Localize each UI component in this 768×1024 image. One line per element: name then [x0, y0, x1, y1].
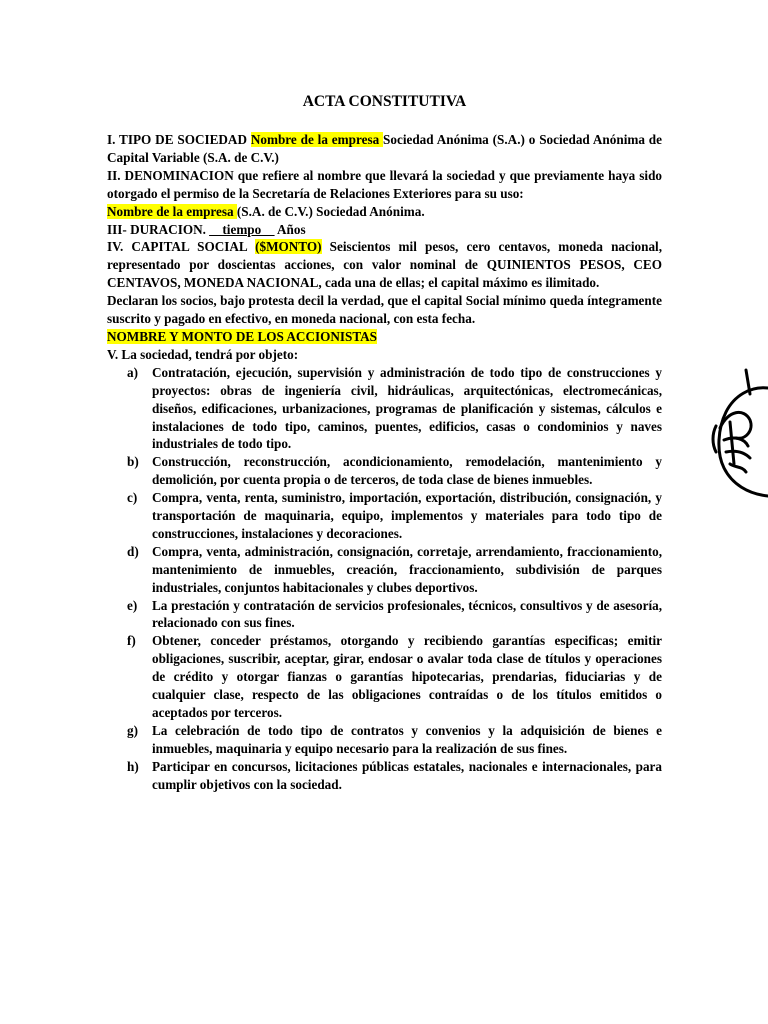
- section-2-name: [107, 203, 662, 221]
- document-body: [107, 131, 662, 794]
- section-2: II. DENOMINACION que refiere al nombre que llevará la sociedad y que previamente haya sido otorgado el permiso de la Secretaría de Relaciones Exteriores para su uso:: [107, 167, 662, 201]
- section-1-text: Sociedad Anónima (S.A.) o Sociedad Anónima de Capital Variable (S.A. de C.V.): [107, 132, 662, 165]
- list-marker: f): [127, 633, 136, 649]
- section-3-label: III- DURACION.: [107, 221, 210, 237]
- list-marker: e): [127, 597, 138, 613]
- section-3: [107, 221, 662, 239]
- list-item: [107, 722, 662, 758]
- signature-scribble: [690, 368, 768, 510]
- section-4-label: IV. CAPITAL SOCIAL: [107, 239, 256, 255]
- list-item: [107, 543, 662, 597]
- amount-placeholder: ($MONTO): [255, 239, 322, 255]
- list-marker: c): [127, 490, 138, 506]
- list-item-text: Participar en concursos, licitaciones públicas estatales, nacionales e internacionales, para cumplir objetivos con la sociedad.: [152, 758, 662, 792]
- section-4-text: Seiscientos mil pesos, cero centavos, moneda nacional, representado por doscientas acciones, con valor nominal de QUINIENTOS PESOS, CEO CENTAVOS, MONEDA NACIONAL, cada una de ellas; el capital máximo es ilimitado.: [107, 239, 662, 291]
- list-item: [107, 632, 662, 722]
- list-marker: b): [127, 454, 139, 470]
- list-marker: d): [127, 543, 139, 559]
- section-1-label: I. TIPO DE SOCIEDAD: [107, 132, 251, 147]
- list-item-text: La prestación y contratación de servicios profesionales, técnicos, consultivos y de asesoría, relacionado con sus fines.: [152, 597, 662, 631]
- company-name-placeholder-2: Nombre de la empresa: [107, 203, 237, 219]
- object-list: [107, 364, 662, 794]
- declaration: Declaran los socios, bajo protesta decil la verdad, que el capital Social mínimo queda íntegramente suscrito y pagado en efectivo, en moneda nacional, con esta fecha.: [107, 293, 662, 327]
- list-item-text: Contratación, ejecución, supervisión y administración de todo tipo de construcciones y proyectos: obras de ingeniería civil, hidráulicas, arquitectónicas, electromecánicas, diseños, edificaciones, urbanizaciones, programas de planificación y sistemas, cálculos e instalaciones de todo tipo, caminos, puentes, edificios, casas o condominios y naves industriales de todo tipo.: [152, 364, 662, 452]
- list-marker: h): [127, 758, 139, 774]
- shareholders-heading: [107, 328, 662, 346]
- list-marker: a): [127, 364, 138, 380]
- section-1: [107, 131, 662, 167]
- list-item-text: La celebración de todo tipo de contratos y convenios y la adquisición de bienes e inmuebles, maquinaria y equipo necesario para la realización de sus fines.: [152, 722, 662, 756]
- list-item: [107, 453, 662, 489]
- company-name-placeholder: Nombre de la empresa: [250, 132, 384, 147]
- list-item: [107, 758, 662, 794]
- section-4: [107, 238, 662, 292]
- list-item-text: Compra, venta, administración, consignación, corretaje, arrendamiento, fraccionamiento, mantenimiento de inmuebles, creación, fraccionamiento, subdivisión de parques industriales, conjuntos habitacionales y clubes deportivos.: [152, 543, 662, 595]
- list-item: [107, 597, 662, 633]
- list-item-text: Construcción, reconstrucción, acondicionamiento, remodelación, mantenimiento y demolición, por cuenta propia o de terceros, de toda clase de bienes inmuebles.: [152, 454, 662, 488]
- list-item-text: Obtener, conceder préstamos, otorgando y recibiendo garantías especificas; emitir obligaciones, suscribir, aceptar, girar, endosar o avalar toda clase de títulos y operaciones de crédito y otorgar fianzas o garantías hipotecarias, prendarias, fiduciarias y de cualquier clase, respecto de las obligaciones contraídas o de los títulos emitidos o aceptados por terceros.: [152, 633, 662, 720]
- section-2-name-text: (S.A. de C.V.) Sociedad Anónima.: [236, 203, 425, 219]
- list-item: [107, 364, 662, 454]
- list-marker: g): [127, 722, 138, 738]
- section-5-intro: V. La sociedad, tendrá por objeto:: [107, 346, 299, 362]
- section-3-text: Años: [274, 221, 306, 237]
- document-title: ACTA CONSTITUTIVA: [302, 93, 467, 110]
- shareholders-heading-text: NOMBRE Y MONTO DE LOS ACCIONISTAS: [107, 328, 378, 344]
- list-item-text: Compra, venta, renta, suministro, importación, exportación, distribución, consignación, y transportación de maquinaria, equipo, implementos y materiales para todo tipo de construcciones, instalaciones y decoraciones.: [152, 490, 662, 541]
- list-item: [107, 489, 662, 543]
- duration-field: __tiempo__: [209, 221, 275, 237]
